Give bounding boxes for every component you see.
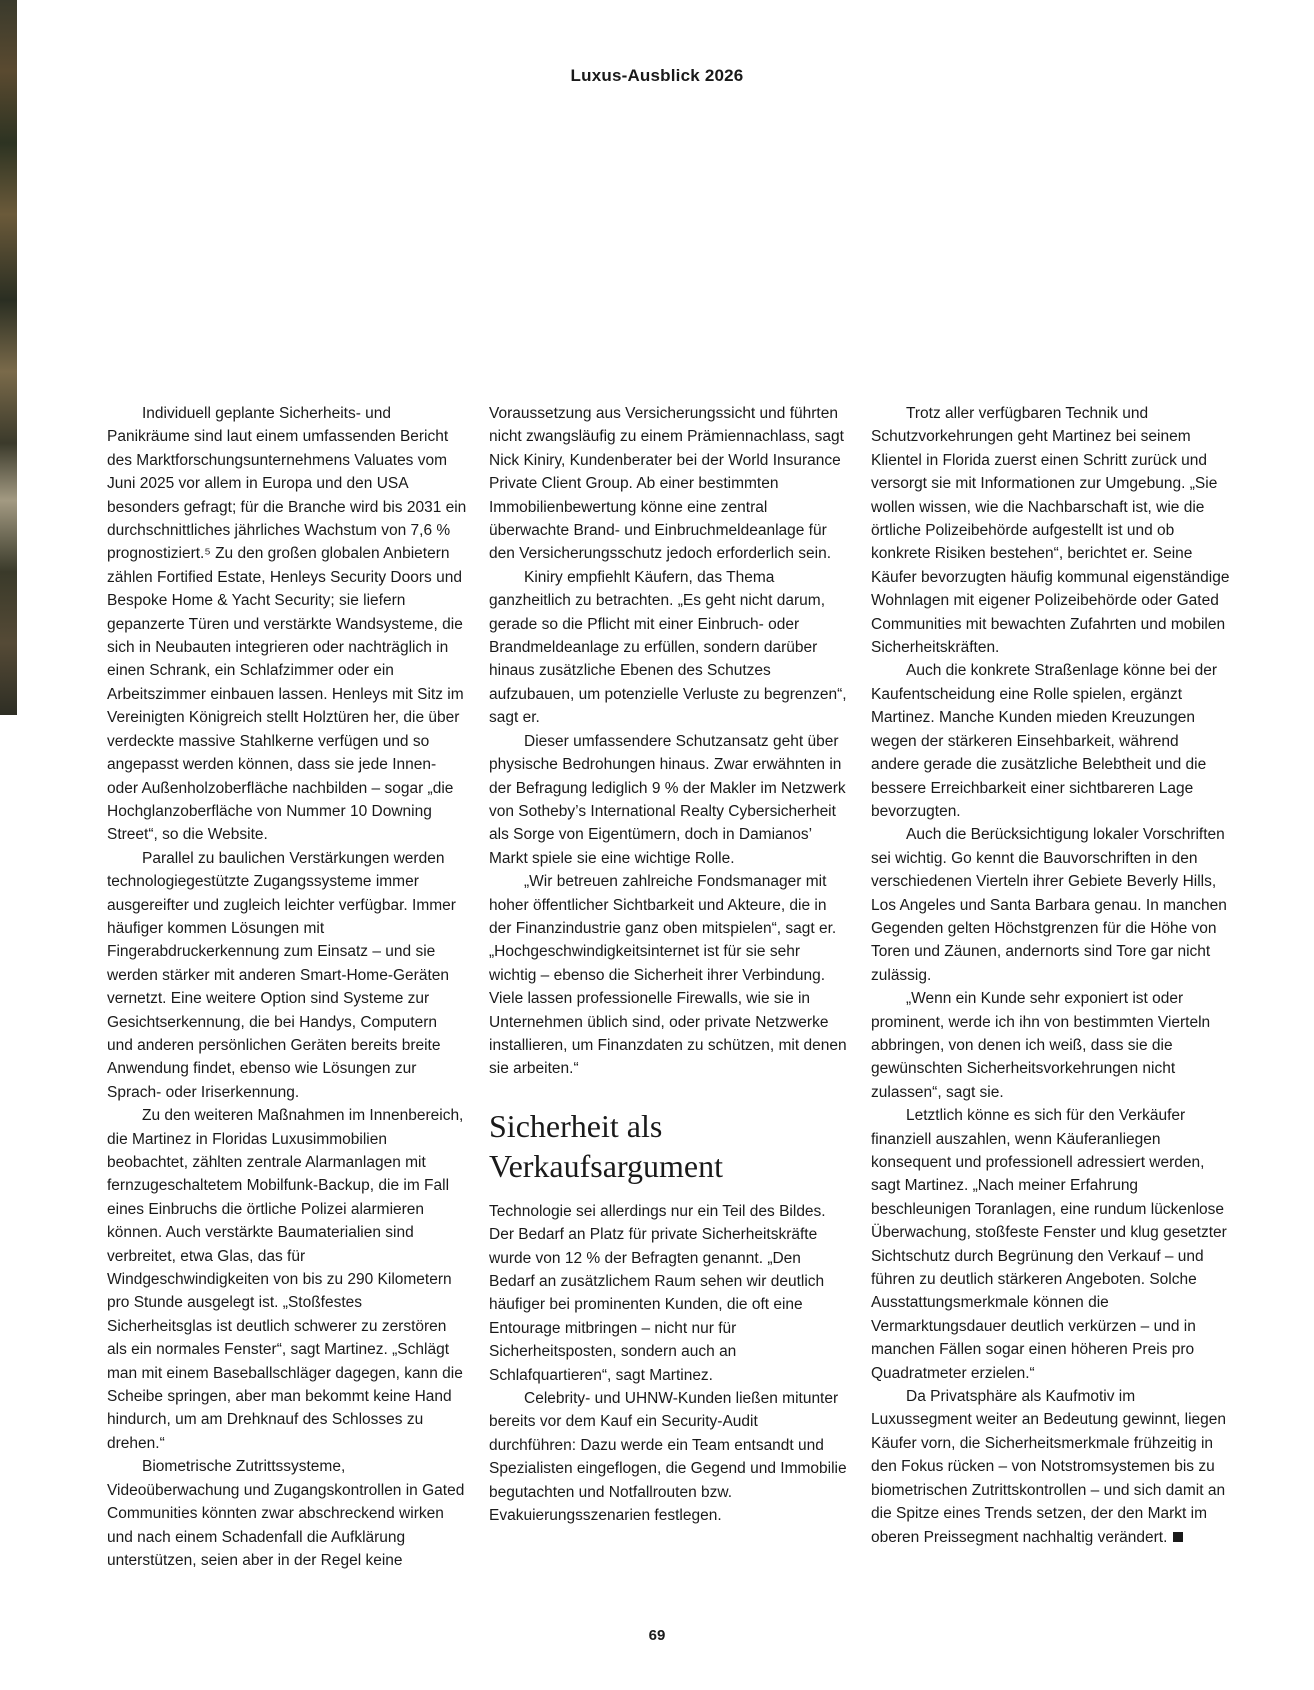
paragraph: Technologie sei allerdings nur ein Teil des Bildes. Der Bedarf an Platz für private Sicherheitskräfte wurde von 12 % der Befragten genannt. „Den Bedarf an zusätzlichem Raum sehen wir deutlich häufiger bei prominenten Kunden, die oft eine Entourage mitbringen – nicht nur für Sicherheitsposten, sondern auch an Schlafquartieren“, sagt Martinez. [489,1202,826,1384]
paragraph: Trotz aller verfügbaren Technik und Schutzvorkehrungen geht Martinez bei seinem Klientel in Florida zuerst einen Schritt zurück und versorgt sie mit Informationen zur Umgebung. „Sie wollen wissen, wie die Nachbarschaft ist, wie die örtliche Polizeibehörde aufgestellt ist und ob konkrete Risiken bestehen“, berichtet er. Seine Käufer bevorzugten häufig kommunal eigenständige Wohnlagen mit eigener Polizeibehörde oder Gated Communities mit bewachten Zufahrten und mobilen Sicherheitskräften. [871,405,1230,657]
column-right [871,402,1231,1549]
paragraph: Auch die Berücksichtigung lokaler Vorschriften sei wichtig. Go kennt die Bauvorschriften in den verschiedenen Vierteln ihrer Gebiete Beverly Hills, Los Angeles und Santa Barbara genau. In manchen Gegenden gelten Höchstgrenzen für die Höhe von Toren und Zäunen, andernorts sind Tore gar nicht zulässig. [871,826,1227,984]
paragraph: Celebrity- und UHNW-Kunden ließen mitunter bereits vor dem Kauf ein Security-Audit durchführen: Dazu werde ein Team entsandt und Spezialisten eingeflogen, die Gegend und Immobilie begutachten und Notfallrouten bzw. Evakuierungsszenarien festlegen. [489,1390,847,1525]
edge-photo-strip [0,0,17,715]
column-left [107,402,467,1572]
paragraph: Parallel zu baulichen Verstärkungen werden technologiegestützte Zugangssysteme immer ausgereifter und zugleich leichter verfügbar. Immer häufiger kommen Lösungen mit Fingerabdruckerkennung zum Einsatz – und sie werden stärker mit anderen Smart-Home-Geräten vernetzt. Eine weitere Option sind Systeme zur Gesichtserkennung, die bei Handys, Computern und anderen persönlichen Geräten bereits breite Anwendung findet, ebenso wie Lösungen zur Sprach- oder Iriserkennung. [107,849,456,1101]
paragraph: Kiniry empfiehlt Käufern, das Thema ganzheitlich zu betrachten. „Es geht nicht darum, gerade so die Pflicht mit einer Einbruch- oder Brandmeldeanlage zu erfüllen, sondern darüber hinaus zusätzliche Ebenen des Schutzes aufzubauen, um potenzielle Verluste zu begrenzen“, sagt er. [489,568,847,727]
paragraph: „Wir betreuen zahlreiche Fondsmanager mit hoher öffentlicher Sichtbarkeit und Akteure, die in der Finanzindustrie ganz oben mitspielen“, sagt er. „Hochgeschwindigkeitsinternet ist für sie sehr wichtig – ebenso die Sicherheit ihrer Verbindung. Viele lassen professionelle Firewalls, wie sie in Unternehmen üblich sind, oder private Netzwerke installieren, um Finanzdaten zu schützen, mit denen sie arbeiten.“ [489,873,847,1078]
running-head: Luxus-Ausblick 2026 [570,66,744,85]
paragraph: Letztlich könne es sich für den Verkäufer finanziell auszahlen, wenn Käuferanliegen konsequent und professionell adressiert werden, sagt Martinez. „Nach meiner Erfahrung beschleunigen Toranlagen, eine rundum lückenlose Überwachung, stoßfeste Fenster und klug gesetzter Sichtschutz durch Begrünung den Verkauf – und führen zu deutlich stärkeren Angeboten. Solche Ausstattungsmerkmale können die Vermarktungsdauer deutlich verkürzen – und in manchen Fällen sogar einen höheren Preis pro Quadratmeter erzielen.“ [871,1107,1227,1382]
section-heading: Sicherheit als Verkaufsargument [489,1107,723,1184]
page-number: 69 [648,1627,666,1644]
end-mark-icon [1173,1532,1183,1542]
paragraph: Biometrische Zutrittssysteme, Videoüberwachung und Zugangskontrollen in Gated Communities könnten zwar abschreckend wirken und nach einem Schadenfall die Aufklärung unterstützen, seien aber in der Regel keine [107,1458,465,1569]
column-middle [489,402,849,1527]
paragraph: Zu den weiteren Maßnahmen im Innenbereich, die Martinez in Floridas Luxusimmobilien beobachtet, zählten zentrale Alarmanlagen mit fernzugeschaltetem Mobilfunk-Backup, die im Fall eines Einbruchs die örtliche Polizei alarmieren können. Auch verstärkte Baumaterialien sind verbreitet, etwa Glas, das für Windgeschwindigkeiten von bis zu 290 Kilometern pro Stunde ausgelegt ist. „Stoßfestes Sicherheitsglas ist deutlich schwerer zu zerstören als ein normales Fenster“, sagt Martinez. „Schlägt man mit einem Baseballschläger dagegen, kann die Scheibe springen, aber man bekommt keine Hand hindurch, um am Drehknauf des Schlosses zu drehen.“ [107,1107,464,1452]
paragraph: Voraussetzung aus Versicherungssicht und führten nicht zwangsläufig zu einem Prämiennachlass, sagt Nick Kiniry, Kundenberater bei der World Insurance Private Client Group. Ab einer bestimmten Immobilienbewertung könne eine zentral überwachte Brand- und Einbruchmeldeanlage für den Versicherungsschutz jedoch erforderlich sein. [489,405,844,563]
paragraph-final [871,1385,1231,1549]
paragraph: Dieser umfassendere Schutzansatz geht über physische Bedrohungen hinaus. Zwar erwähnten in der Befragung lediglich 9 % der Makler im Netzwerk von Sotheby’s International Realty Cybersicherheit als Sorge von Eigentümern, doch in Damianos’ Markt spiele sie eine wichtige Rolle. [489,732,846,867]
paragraph-text: Da Privatsphäre als Kaufmotiv im Luxussegment weiter an Bedeutung gewinnt, liegen Käufer vorn, die Sicherheitsmerkmale frühzeitig in den Fokus rücken – von Notstromsystemen bis zu biometrischen Zutrittskontrollen – und sich damit an die Spitze eines Trends setzen, der den Markt im oberen Preissegment nachhaltig verändert. [871,1388,1227,1546]
paragraph: Auch die konkrete Straßenlage könne bei der Kaufentscheidung eine Rolle spielen, ergänzt Martinez. Manche Kunden mieden Kreuzungen wegen der stärkeren Einsehbarkeit, während andere gerade die zusätzliche Belebtheit und die bessere Erreichbarkeit einer sichtbareren Lage bevorzugten. [871,662,1218,820]
paragraph: Individuell geplante Sicherheits- und Panikräume sind laut einem umfassenden Bericht des Marktforschungsunternehmens Valuates vom Juni 2025 vor allem in Europa und den USA besonders gefragt; für die Branche wird bis 2031 ein durchschnittliches jährliches Wachstum von 7,6 % prognostiziert.⁵ Zu den großen globalen Anbietern zählen Fortified Estate, Henleys Security Doors und Bespoke Home & Yacht Security; sie liefern gepanzerte Türen und verstärkte Wandsysteme, die sich in Neubauten integrieren oder nachträglich in einen Schrank, ein Schlafzimmer oder ein Arbeitszimmer einbauen lassen. Henleys mit Sitz im Vereinigten Königreich stellt Holztüren her, die über verdeckte massive Stahlkerne verfügen und so angepasst werden können, dass sie jede Innen- oder Außenholzoberfläche nachbilden – sogar „die Hochglanzoberfläche von Nummer 10 Downing Street“, so die Website. [107,405,467,844]
paragraph: „Wenn ein Kunde sehr exponiert ist oder prominent, werde ich ihn von bestimmten Vierteln abbringen, von denen ich weiß, dass sie die gewünschten Sicherheitsvorkehrungen nicht zulassen“, sagt sie. [871,990,1211,1101]
